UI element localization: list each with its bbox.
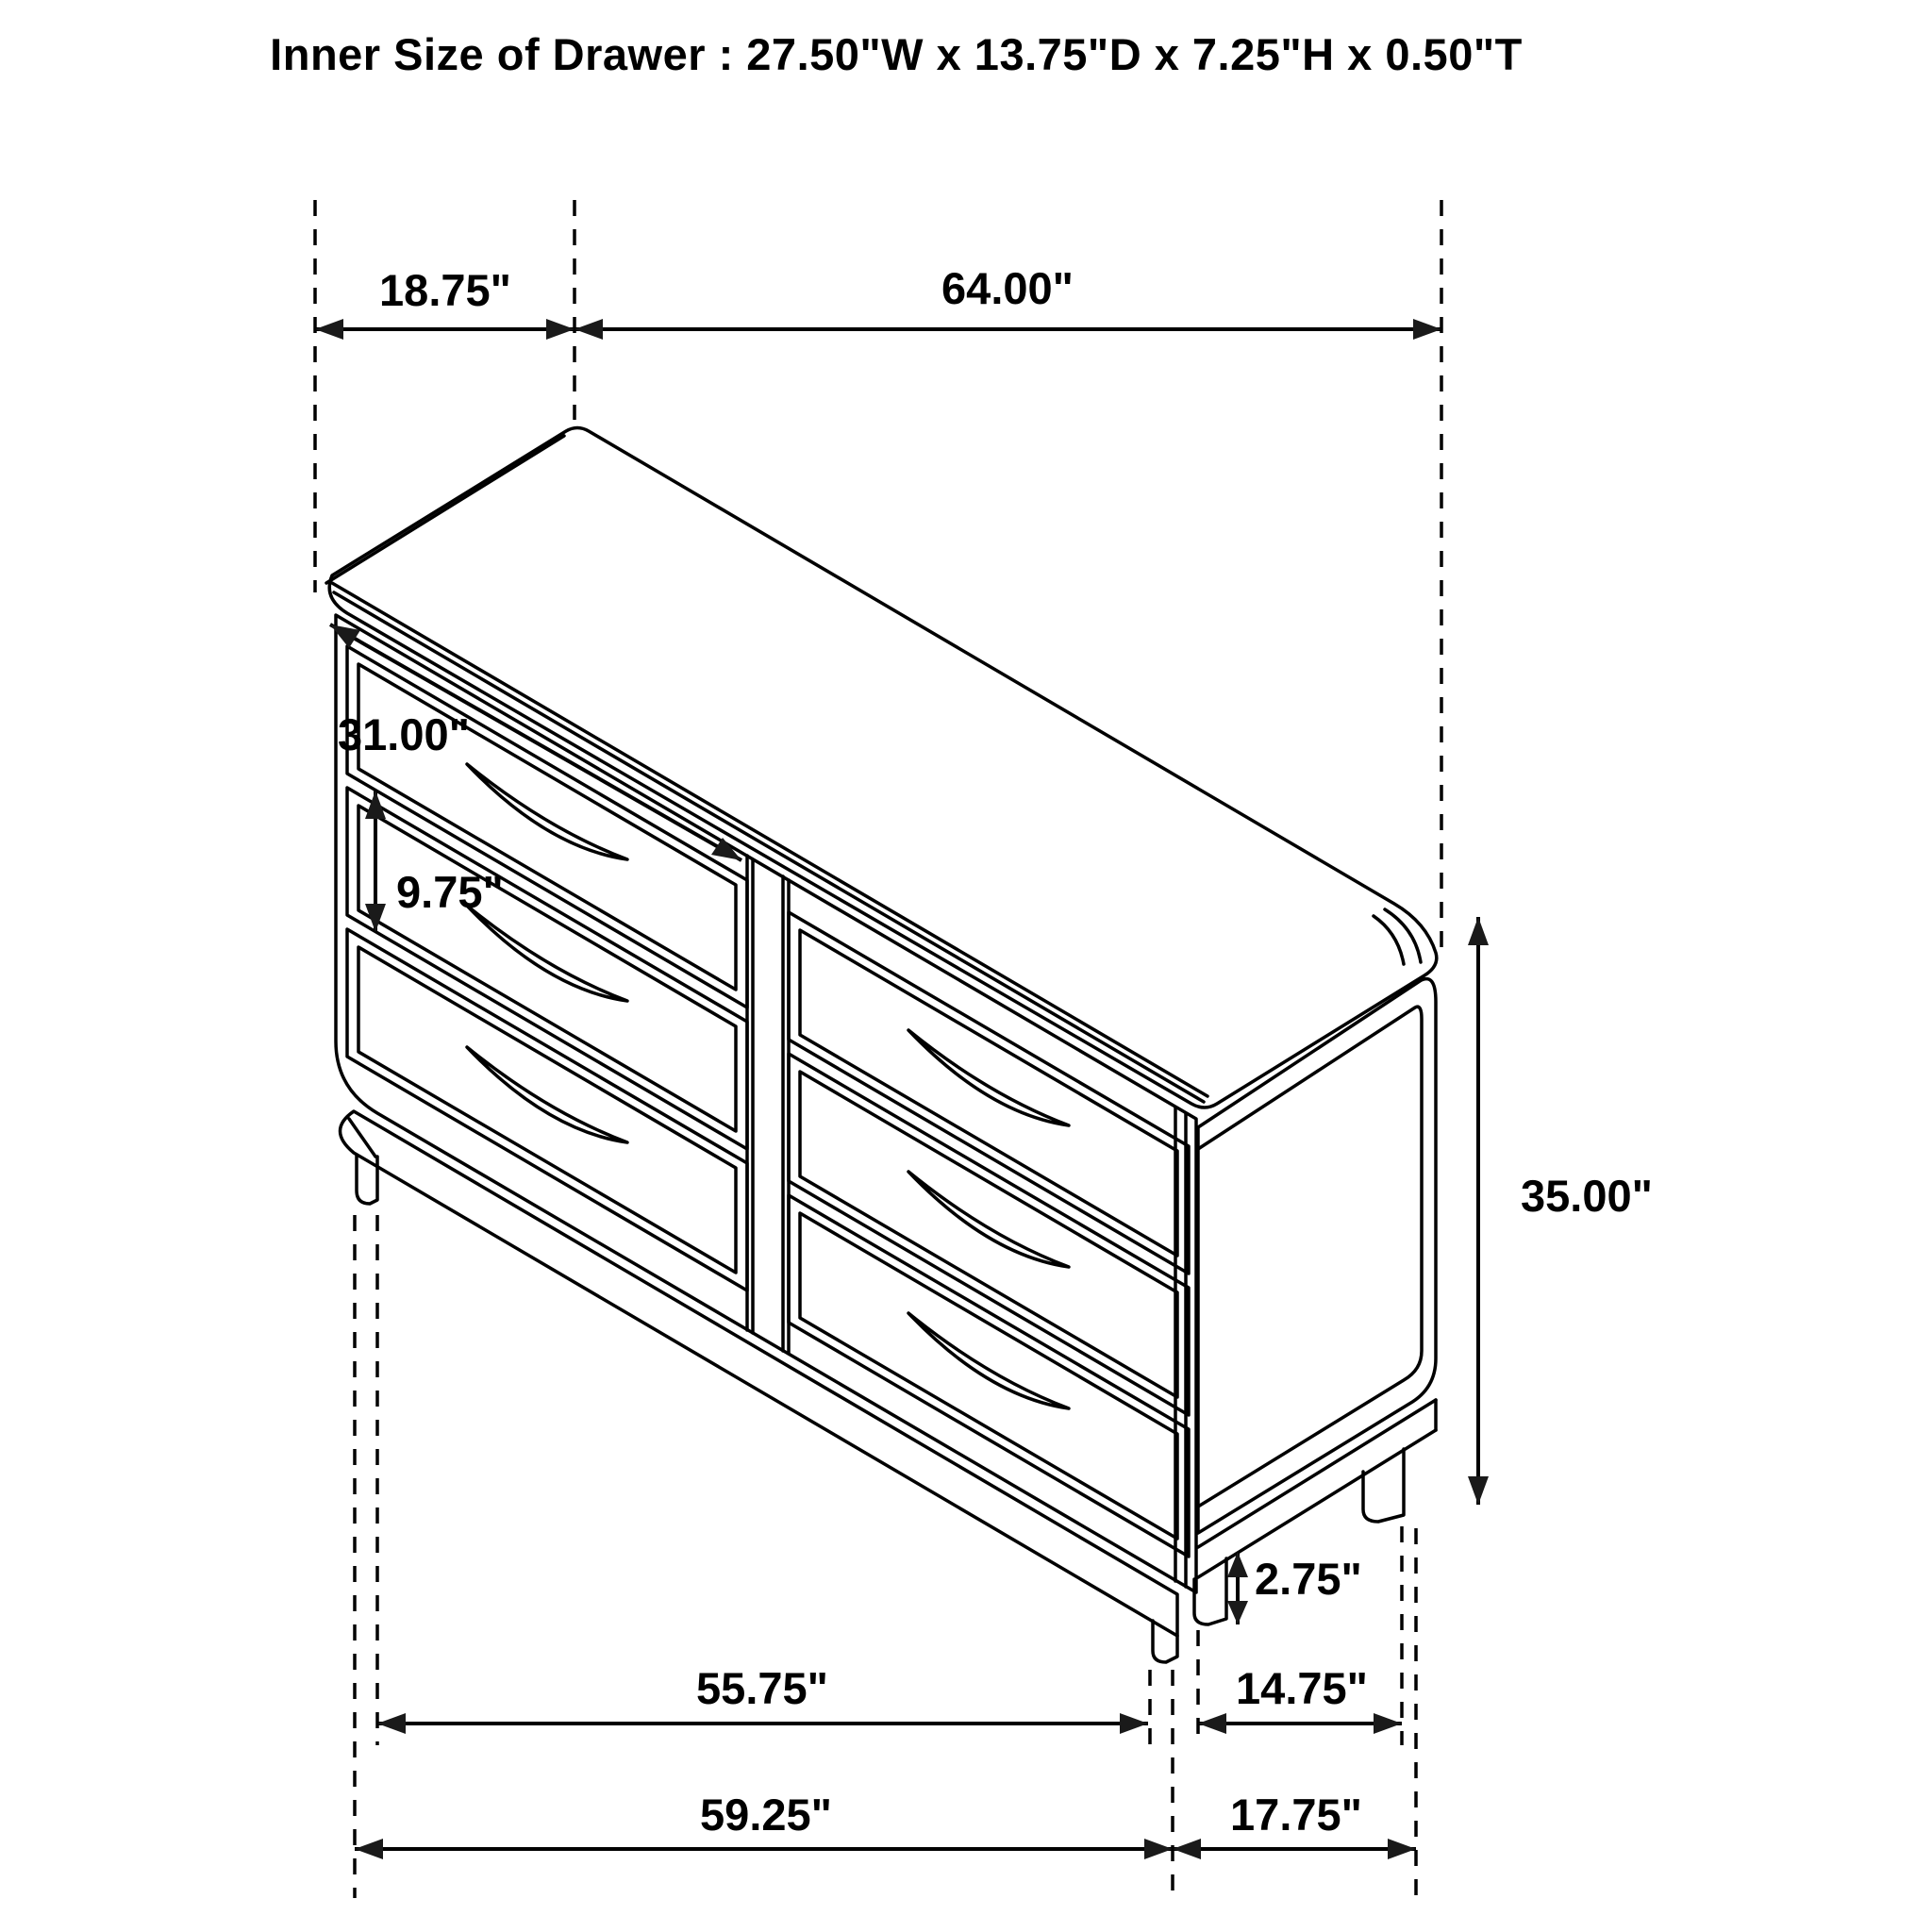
page-title: Inner Size of Drawer : 27.50"W x 13.75"D x 7.25"H x 0.50"T <box>270 29 1523 79</box>
dresser-front-face <box>336 615 1196 1592</box>
end-panel-bottom-rail <box>1198 1400 1436 1547</box>
dim-label-base-side-depth: 14.75" <box>1236 1663 1368 1713</box>
dim-bottom-width-and-depth <box>355 1790 1416 1859</box>
top-bullnose-line <box>332 583 1208 1096</box>
dim-label-top-depth: 18.75" <box>379 265 511 315</box>
dim-label-bottom-width: 59.25" <box>700 1790 832 1840</box>
dim-label-drawer-height: 9.75" <box>396 867 504 917</box>
drawer-bottom-right <box>789 1195 1189 1557</box>
drawer-bottom-left <box>347 929 747 1291</box>
dim-label-bottom-side-depth: 17.75" <box>1230 1790 1362 1840</box>
dim-top-depth-and-width <box>315 263 1441 340</box>
dim-leg-height <box>1227 1552 1362 1624</box>
top-right-cap-arc <box>1374 916 1404 964</box>
dresser-top-surface <box>326 428 1437 1108</box>
dresser-end-panel <box>1198 979 1436 1577</box>
dim-label-leg-height: 2.75" <box>1255 1554 1362 1604</box>
dim-label-overall-height: 35.00" <box>1521 1171 1653 1221</box>
dresser-drawing <box>326 428 1437 1663</box>
extension-lines <box>315 200 1441 1898</box>
dim-label-drawer-width: 31.00" <box>338 709 470 759</box>
drawer-middle-right <box>789 1054 1189 1415</box>
dim-label-top-width: 64.00" <box>941 263 1074 313</box>
dresser-base <box>341 1111 1405 1662</box>
dim-base-width-and-depth <box>377 1663 1402 1734</box>
dim-overall-height <box>1468 917 1653 1505</box>
dim-label-base-width: 55.75" <box>696 1663 828 1713</box>
drawer-top-left <box>347 646 747 1008</box>
base-rail <box>341 1111 1178 1636</box>
top-bullnose-line <box>334 592 1204 1102</box>
top-left-edge-line <box>326 436 564 583</box>
drawer-middle-left <box>347 788 747 1149</box>
end-back-foot <box>1363 1449 1404 1522</box>
